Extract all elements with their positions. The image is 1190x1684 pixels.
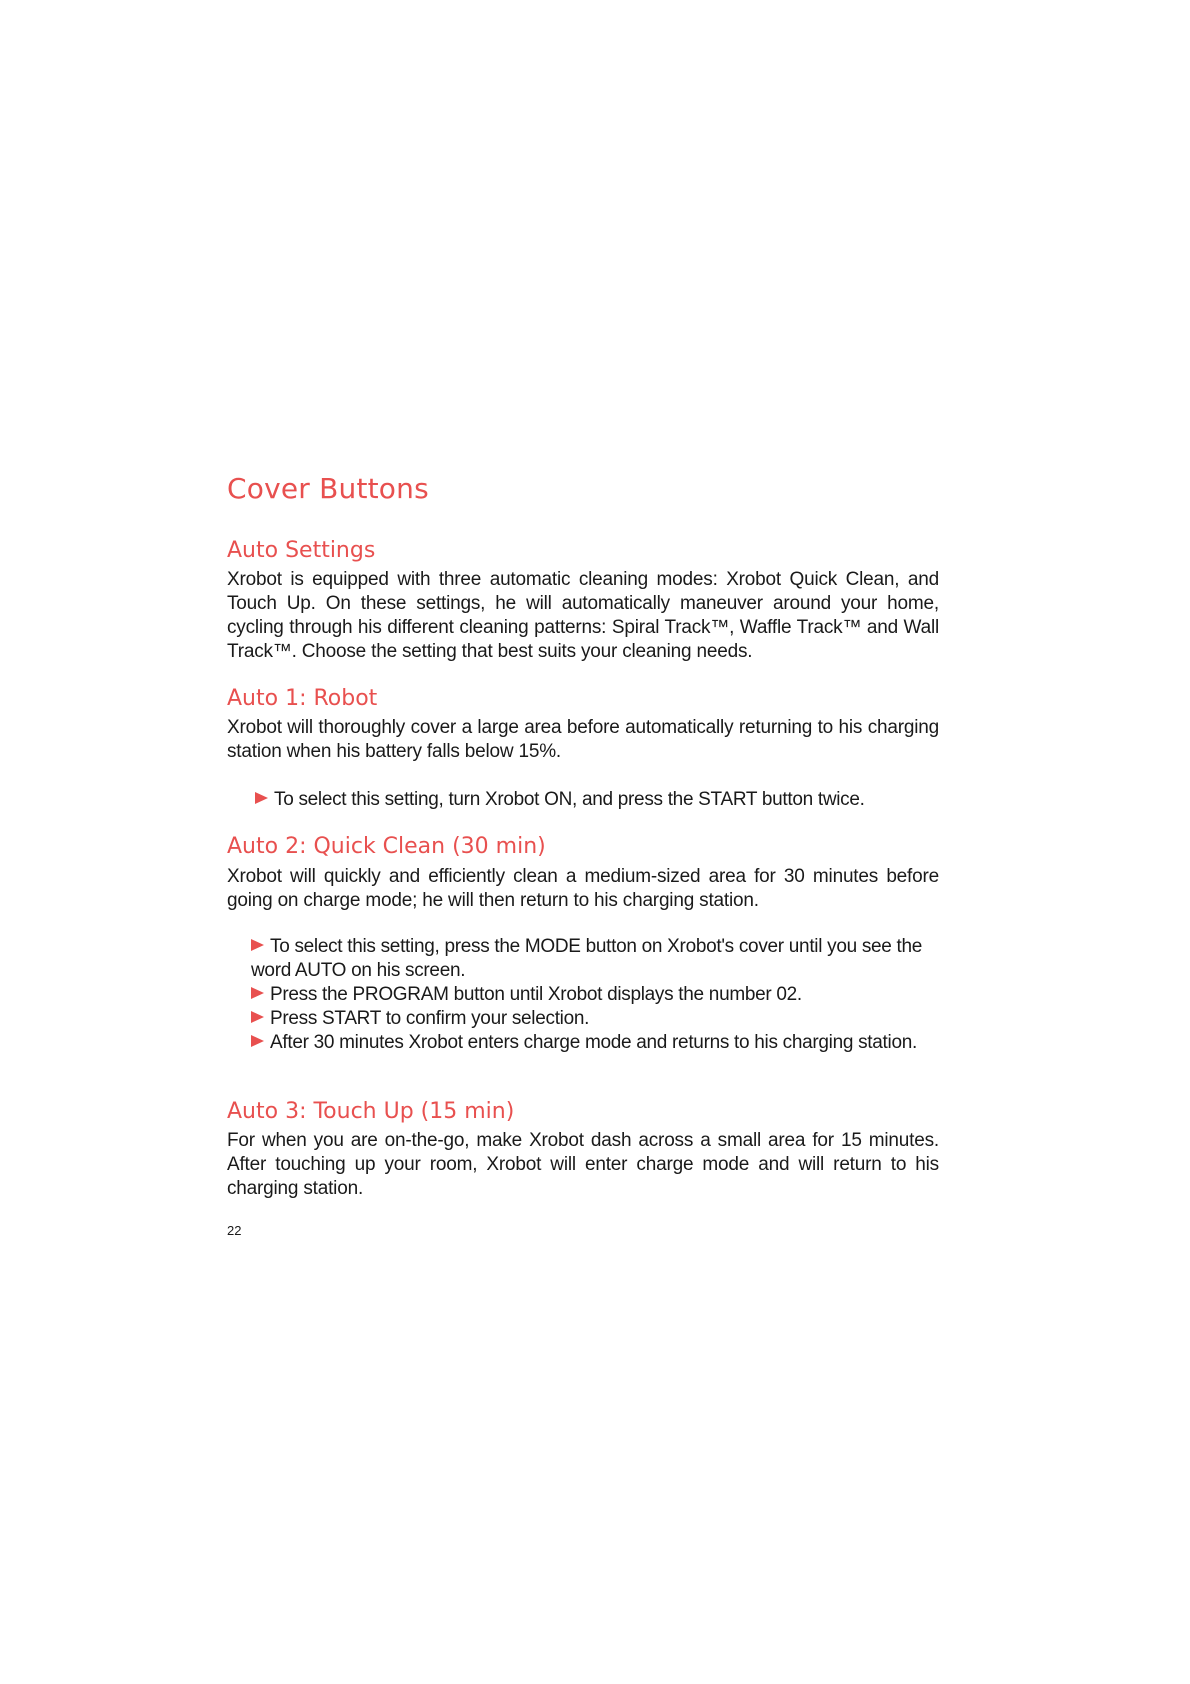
page-number: 22 <box>227 1223 242 1239</box>
section-auto-1 <box>227 686 939 812</box>
section-heading-auto-2: Auto 2: Quick Clean (30 min) <box>227 834 546 860</box>
auto-2-body: Xrobot will quickly and efficiently clean a medium-sized area for 30 minutes before going on charge mode; he will then return to his charging station. <box>227 865 939 911</box>
manual-page <box>227 472 939 1238</box>
triangle-bullet-icon <box>251 987 264 999</box>
auto-2-bullet-list <box>251 935 939 1055</box>
section-auto-2 <box>227 834 939 1054</box>
list-item <box>251 935 939 983</box>
list-item <box>251 1031 939 1055</box>
bullet-text: To select this setting, press the MODE button on Xrobot's cover until you see the word AUTO on his screen. <box>251 935 923 981</box>
triangle-bullet-icon <box>251 1035 264 1047</box>
section-heading-auto-3: Auto 3: Touch Up (15 min) <box>227 1098 515 1124</box>
auto-settings-body: Xrobot is equipped with three automatic cleaning modes: Xrobot Quick Clean, and Touch Up. On these settings, he will automatically maneuver around your home, cycling through his different cleaning patterns: Spiral Track™, Waffle Track™ and Wall Track™. Choose the setting that best suits your cleaning needs. <box>227 568 939 662</box>
auto-1-body: Xrobot will thoroughly cover a large area before automatically returning to his charging station when his battery falls below 15%. <box>227 717 939 763</box>
triangle-bullet-icon <box>251 1011 264 1023</box>
section-auto-settings <box>227 538 939 664</box>
section-heading-auto-settings: Auto Settings <box>227 537 376 563</box>
auto-1-bullet-list <box>255 788 939 812</box>
list-item <box>251 1007 939 1031</box>
bullet-text: Press the PROGRAM button until Xrobot displays the number 02. <box>270 983 802 1005</box>
page-title: Cover Buttons <box>227 472 429 505</box>
list-item <box>251 983 939 1007</box>
section-auto-3 <box>227 1099 939 1201</box>
triangle-bullet-icon <box>255 792 268 804</box>
triangle-bullet-icon <box>251 939 264 951</box>
bullet-text: After 30 minutes Xrobot enters charge mode and returns to his charging station. <box>270 1031 917 1053</box>
section-heading-auto-1: Auto 1: Robot <box>227 685 378 711</box>
list-item <box>255 788 939 812</box>
bullet-text: To select this setting, turn Xrobot ON, and press the START button twice. <box>274 789 865 811</box>
bullet-text: Press START to confirm your selection. <box>270 1007 590 1029</box>
auto-3-body: For when you are on-the-go, make Xrobot dash across a small area for 15 minutes. After touching up your room, Xrobot will enter charge mode and will return to his charging station. <box>227 1130 939 1200</box>
